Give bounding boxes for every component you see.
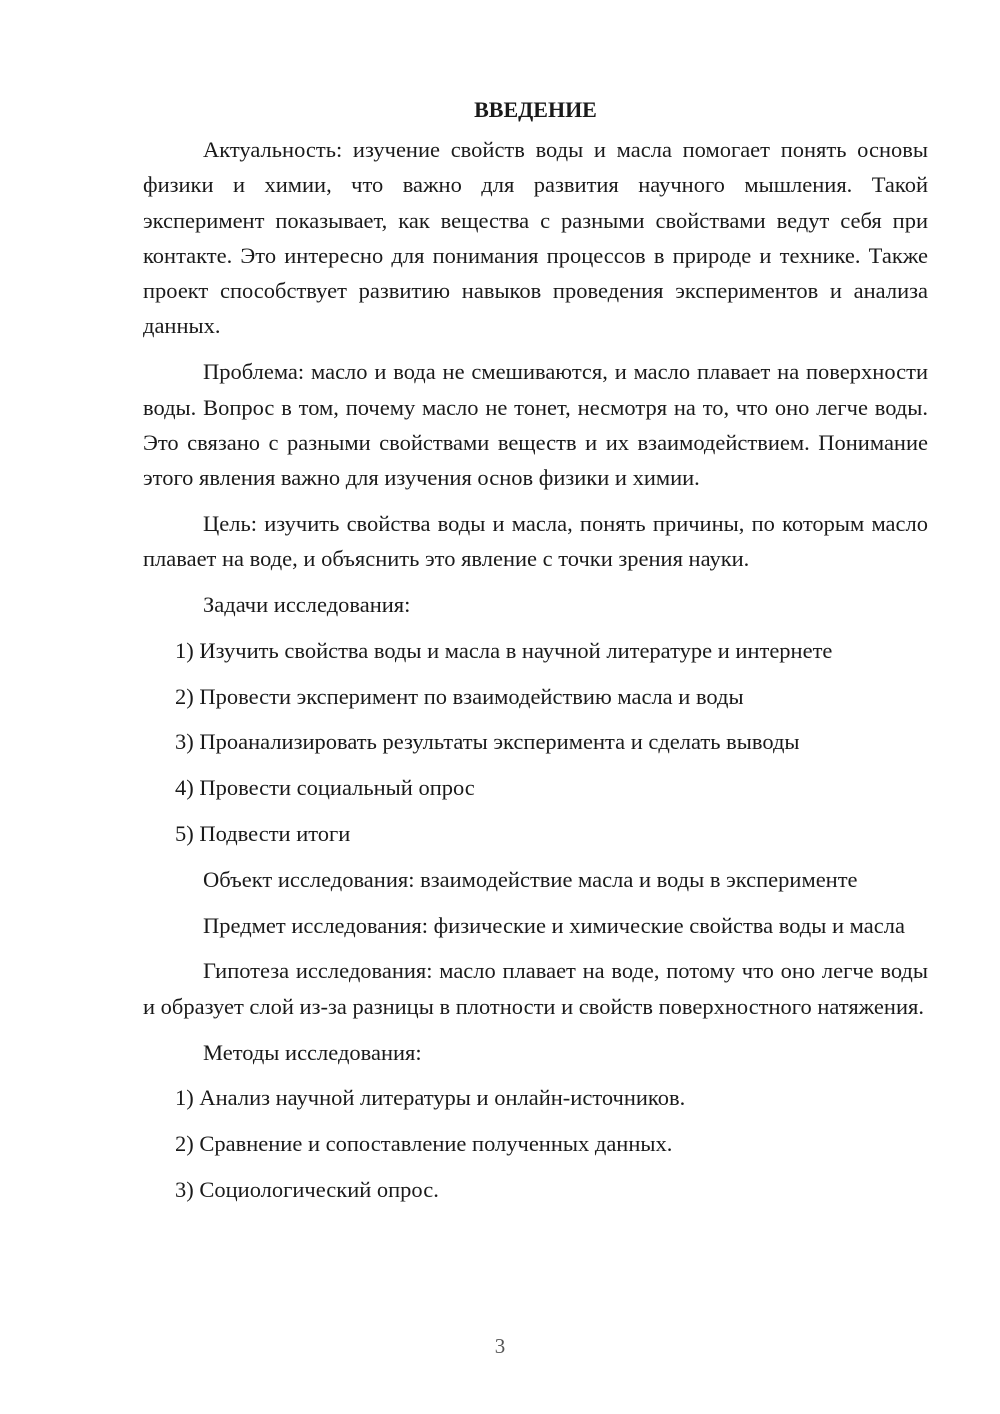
hypothesis-paragraph: Гипотеза исследования: масло плавает на воде, потому что оно легче воды и образует слой из-за разницы в плотности и свойств поверхностного натяжения. xyxy=(143,958,928,1019)
list-item: 1) Изучить свойства воды и масла в научной литературе и интернете xyxy=(175,637,833,663)
document-page xyxy=(143,92,928,1218)
page-number: 3 xyxy=(494,1334,506,1358)
methods-title: Методы исследования: xyxy=(203,1039,422,1065)
problem-paragraph: Проблема: масло и вода не смешиваются, и масло плавает на поверхности воды. Вопрос в том, почему масло не тонет, несмотря на то, что оно легче воды. Это связано с разными свойствами веществ и их взаимодействием. Понимание этого явления важно для изучения основ физики и химии. xyxy=(143,359,928,491)
tasks-title: Задачи исследования: xyxy=(203,592,411,618)
list-item: 2) Сравнение и сопоставление полученных данных. xyxy=(175,1131,673,1157)
list-item: 4) Провести социальный опрос xyxy=(175,775,475,801)
list-item: 1) Анализ научной литературы и онлайн-источников. xyxy=(175,1085,686,1111)
section-heading: ВВЕДЕНИЕ xyxy=(474,97,597,122)
list-item: 2) Провести эксперимент по взаимодействию масла и воды xyxy=(175,683,744,709)
list-item: 3) Социологический опрос. xyxy=(175,1176,439,1202)
object-paragraph: Объект исследования: взаимодействие масла и воды в эксперименте xyxy=(203,866,858,892)
subject-paragraph: Предмет исследования: физические и химические свойства воды и масла xyxy=(203,912,905,938)
relevance-paragraph: Актуальность: изучение свойств воды и масла помогает понять основы физики и химии, что важно для развития научного мышления. Такой эксперимент показывает, как вещества с разными свойствами ведут себя при контакте. Это интересно для понимания процессов в природе и технике. Также проект способствует развитию навыков проведения экспериментов и анализа данных. xyxy=(143,137,928,339)
list-item: 5) Подвести итоги xyxy=(175,821,351,847)
list-item: 3) Проанализировать результаты эксперимента и сделать выводы xyxy=(175,729,800,755)
goal-paragraph: Цель: изучить свойства воды и масла, понять причины, по которым масло плавает на воде, и объяснить это явление с точки зрения науки. xyxy=(143,510,928,572)
